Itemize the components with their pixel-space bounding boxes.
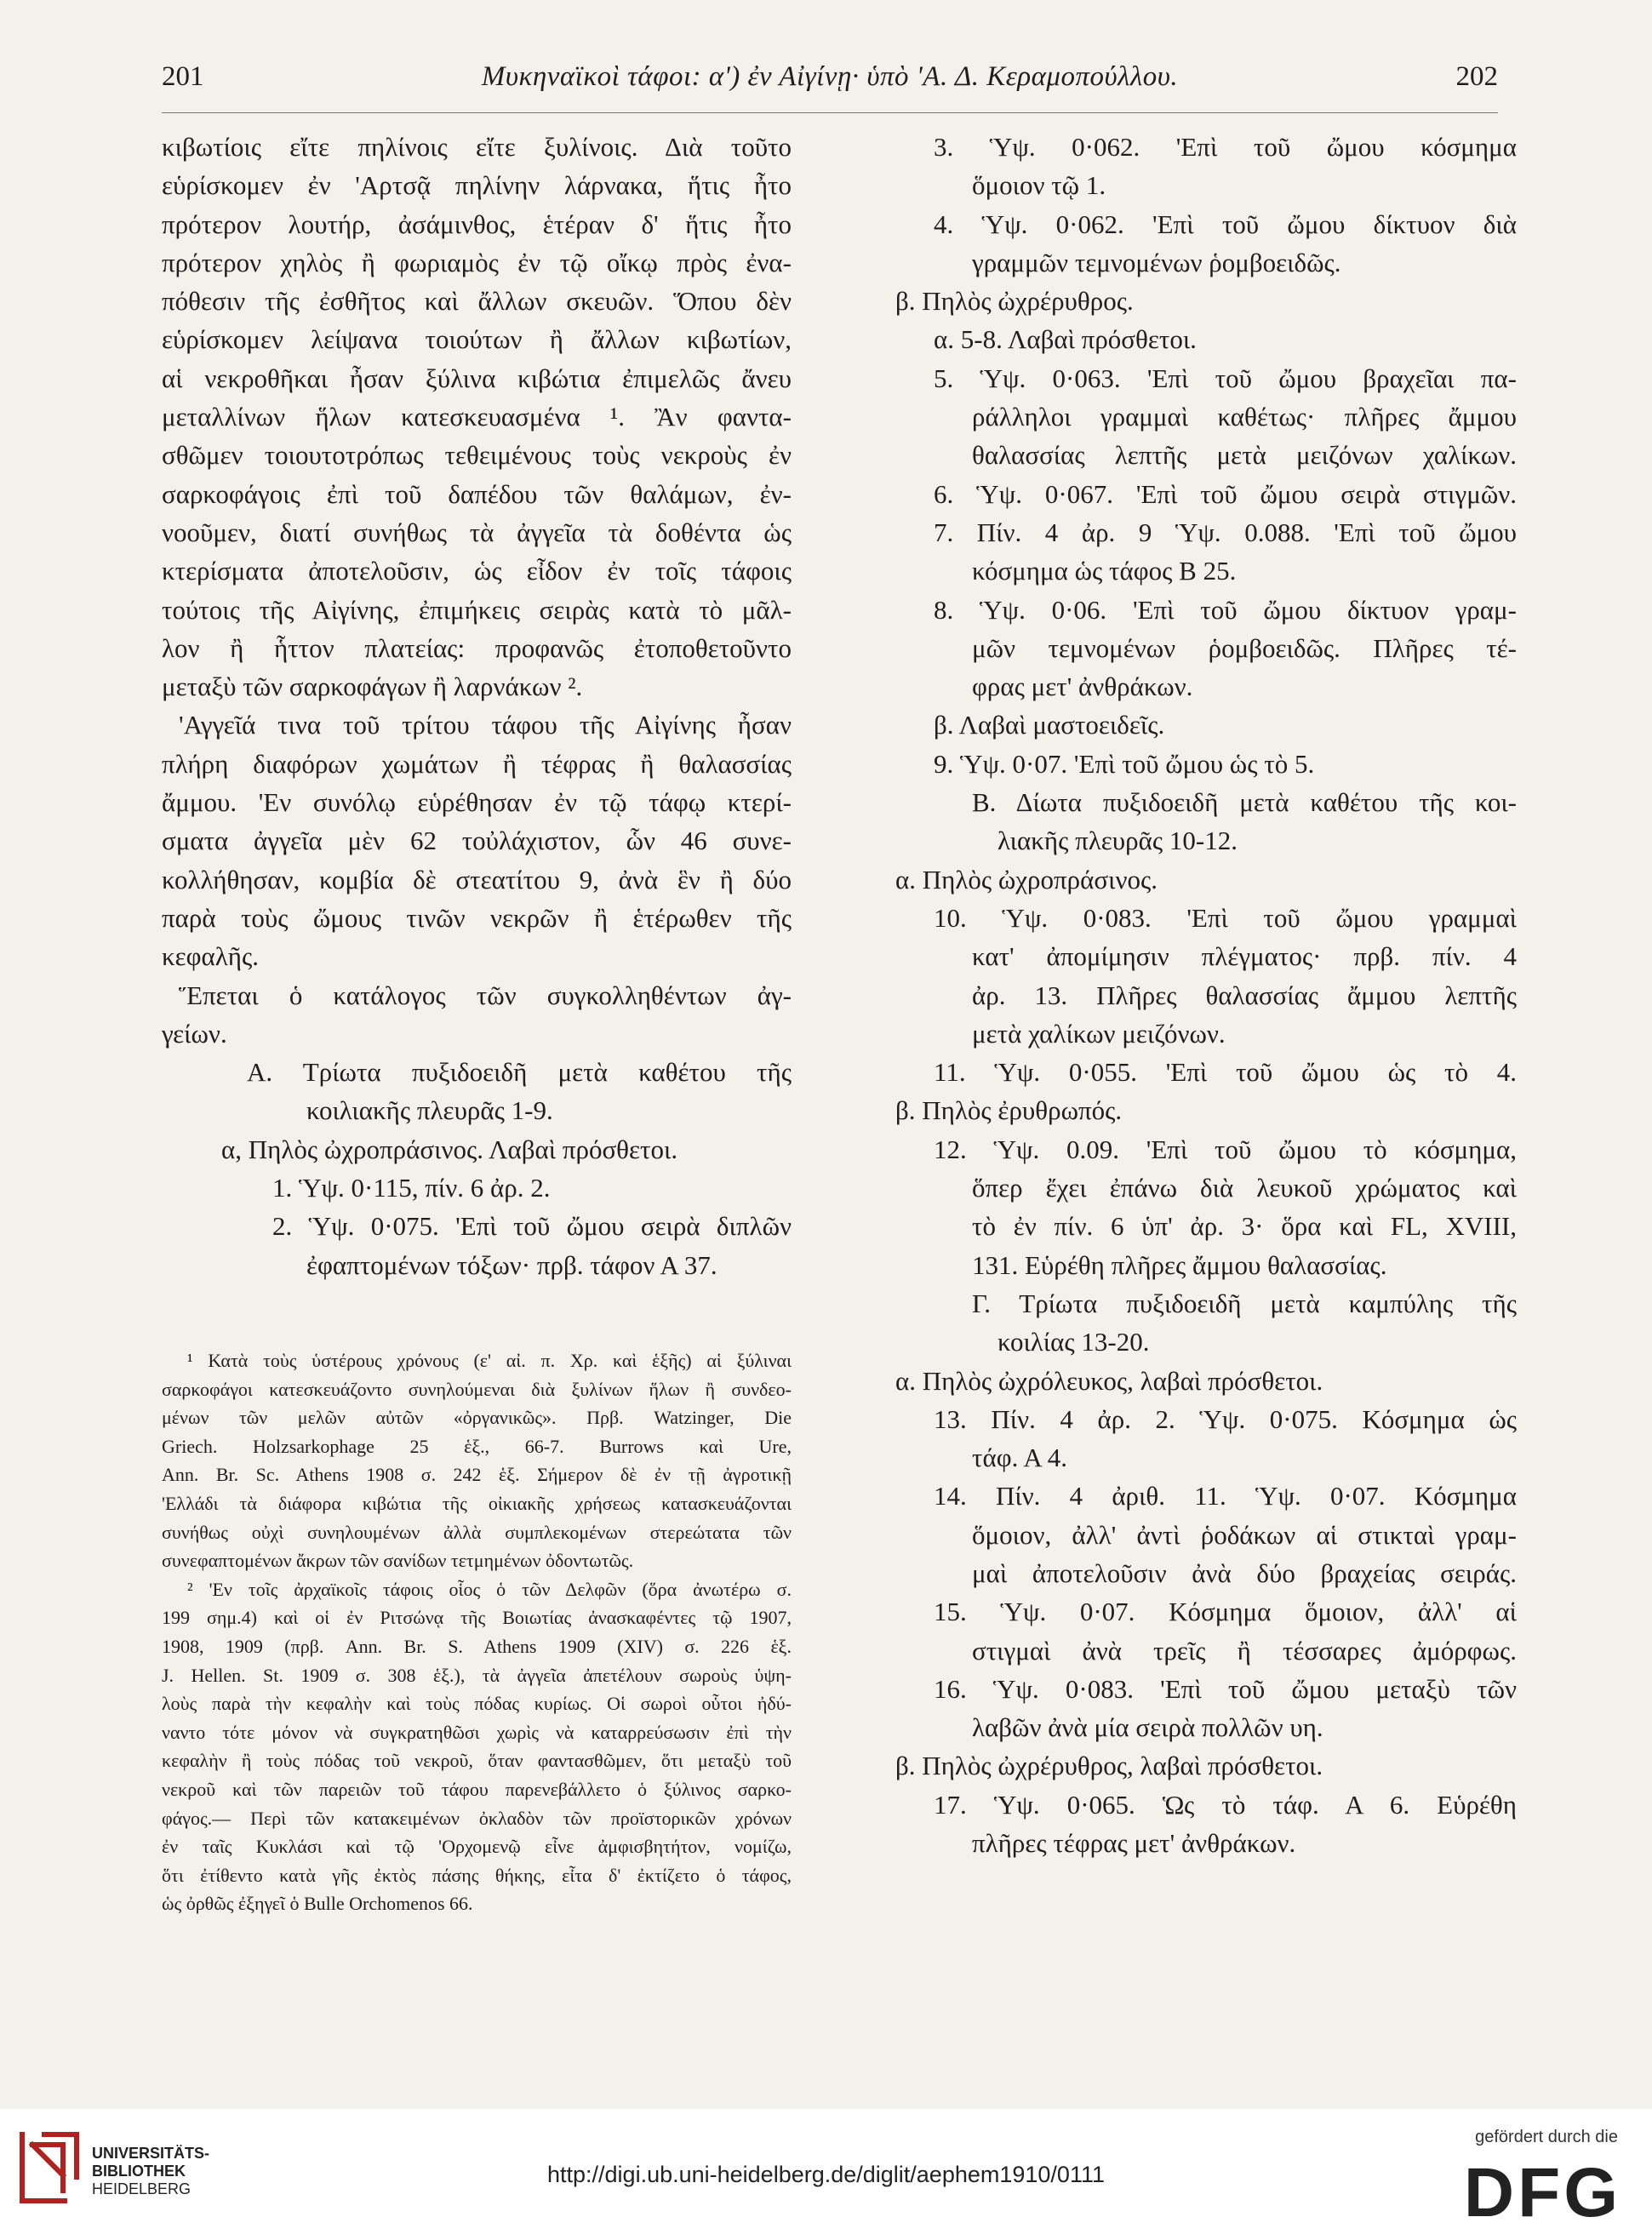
funding-label: gefördert durch die [1475, 2128, 1618, 2146]
left-line: κιβωτίοις εἴτε πηλίνοις εἴτε ξυλίνοις. Διὰ τοῦτο [162, 132, 792, 162]
right-line: α. Πηλὸς ὠχρόλευκος, λαβαὶ πρόσθετοι. [895, 1365, 1323, 1396]
right-line: ὅπερ ἔχει ἐπάνω διὰ λευκοῦ χρώματος καὶ [972, 1173, 1517, 1203]
right-line: κόσμημα ὡς τάφος Β 25. [972, 556, 1237, 586]
right-line: ἀρ. 13. Πλῆρες θαλασσίας ἄμμου λεπτῆς [972, 980, 1517, 1010]
right-line: 10. Ὑψ. 0·083. 'Επὶ τοῦ ὤμου γραμμαὶ [934, 902, 1517, 933]
right-line: 13. Πίν. 4 ἀρ. 2. Ὑψ. 0·075. Κόσμημα ὡς [934, 1403, 1517, 1434]
right-line: ράλληλοι γραμμαὶ καθέτως· πλῆρες ἄμμου [972, 402, 1517, 432]
right-line: μαὶ ἀποτελοῦσιν ἀνὰ δύο βραχείας σειράς. [972, 1557, 1517, 1588]
right-line: 6. Ὑψ. 0·067. 'Επὶ τοῦ ὤμου σειρὰ στιγμῶν. [934, 478, 1517, 509]
right-line: φρας μετ' ἀνθράκων. [972, 671, 1193, 702]
footnote-line: ὅτι ἐτίθεντο κατὰ γῆς ἐκτὸς πάσης θήκης, εἶτα δ' ἐκτίζετο ὁ τάφος, [162, 1864, 792, 1886]
footnote-line: 'Ελλάδι τὰ διάφορα κιβώτια τῆς οἰκιακῆς χρήσεως κατασκευάζονται [162, 1492, 792, 1514]
left-line: μεταλλίνων ἥλων κατεσκευασμένα ¹. Ἂν φαντα- [162, 402, 792, 432]
left-line: εὑρίσκομεν ἐν 'Αρτσᾷ πηλίνην λάρνακα, ἥτις ἦτο [162, 170, 792, 201]
right-line: Γ. Τρίωτα πυξιδοειδῆ μετὰ καμπύλης τῆς [972, 1288, 1517, 1318]
right-line: β. Πηλὸς ὠχρέρυθρος. [895, 286, 1134, 317]
right-line: ὅμοιον τῷ 1. [972, 170, 1106, 201]
right-line: κατ' ἀπομίμησιν πλέγματος· πρβ. πίν. 4 [972, 941, 1517, 972]
right-line: 11. Ὑψ. 0·055. 'Επὶ τοῦ ὤμου ὡς τὸ 4. [934, 1057, 1517, 1088]
right-line: 7. Πίν. 4 ἀρ. 9 Ὑψ. 0.088. 'Επὶ τοῦ ὤμου [934, 517, 1517, 547]
right-line: 12. Ὑψ. 0.09. 'Επὶ τοῦ ὤμου τὸ κόσμημα, [934, 1134, 1517, 1164]
right-line: 3. Ὑψ. 0·062. 'Επὶ τοῦ ὤμου κόσμημα [934, 132, 1517, 162]
footnote-line: ² 'Εν τοῖς ἀρχαϊκοῖς τάφοις οἷος ὁ τῶν Δελφῶν (ὅρα ἀνωτέρω σ. [187, 1578, 792, 1600]
left-line: γείων. [162, 1018, 227, 1049]
footnote-line: συνεφαπτομένων ἄκρων τῶν σανίδων τετμημένων ὀδοντωτῶς. [162, 1550, 634, 1572]
right-line: πλῆρες τέφρας μετ' ἀνθράκων. [972, 1828, 1296, 1859]
footnote-line: ὡς ὀρθῶς ἐξηγεῖ ὁ Bulle Orchomenos 66. [162, 1893, 473, 1915]
footnote-line: 1908, 1909 (πρβ. Ann. Br. S. Athens 1909 (XIV) σ. 226 ἑξ. [162, 1635, 792, 1657]
permalink-url[interactable]: http://digi.ub.uni-heidelberg.de/diglit/aephem1910/0111 [547, 2162, 1105, 2187]
page-header [162, 61, 1498, 104]
left-line: ἐφαπτομένων τόξων· πρβ. τάφον Α 37. [306, 1249, 717, 1280]
page-number-right: 202 [1455, 61, 1498, 92]
left-line: Ἕπεται ὁ κατάλογος τῶν συγκολληθέντων ἀγ- [179, 980, 792, 1010]
right-line: γραμμῶν τεμνομένων ῥομβοειδῶς. [972, 247, 1341, 277]
right-column [895, 128, 1517, 1862]
left-line: πόθεσιν τῆς ἐσθῆτος καὶ ἄλλων σκευῶν. Ὅπου δὲν [162, 286, 792, 317]
right-line: στιγμαὶ ἀνὰ τρεῖς ἢ τέσσαρες ἀμόρφως. [972, 1635, 1517, 1666]
right-line: ὅμοιον, ἀλλ' ἀντὶ ῥοδάκων αἱ στικταὶ γραμ- [972, 1519, 1517, 1550]
footnote-line: λοὺς παρὰ τὴν κεφαλὴν καὶ τοὺς πόδας κυρίως. Οἱ σωροὶ οὗτοι ἠδύ- [162, 1693, 792, 1715]
right-line: α. 5-8. Λαβαὶ πρόσθετοι. [934, 324, 1197, 355]
right-line: β. Πηλὸς ἐρυθρωπός. [895, 1095, 1123, 1126]
right-line: 17. Ὑψ. 0·065. Ὡς τὸ τάφ. Α 6. Εὑρέθη [934, 1789, 1517, 1820]
left-line: σθῶμεν τοιουτοτρόπως τεθειμένους τοὺς νεκροὺς ἐν [162, 440, 792, 471]
footnote-line: νεκροῦ καὶ τῶν παρειῶν τοῦ τάφου παρενεβάλλετο ὁ ξύλινος σαρκο- [162, 1778, 792, 1800]
footnote-line: σαρκοφάγοι κατεσκευάζοντο συνηλούμεναι διὰ ξυλίνων ἥλων ἢ συνδεο- [162, 1378, 792, 1400]
digitization-footer [0, 2109, 1652, 2240]
left-line: νοοῦμεν, διατί συνήθως τὰ ἀγγεῖα τὰ δοθέντα ὡς [162, 517, 792, 547]
right-line: Β. Δίωτα πυξιδοειδῆ μετὰ καθέτου τῆς κοι- [972, 787, 1517, 818]
left-line: σματα ἀγγεῖα μὲν 62 τοὐλάχιστον, ὧν 46 συνε- [162, 826, 792, 856]
footnote-line: συνήθως οὐχὶ συνηλουμένων ἀλλὰ συμπλεκομένων στερεώτατα τῶν [162, 1521, 792, 1543]
left-line: κολλήθησαν, κομβία δὲ στεατίτου 9, ἀνὰ ἓν ἢ δύο [162, 864, 792, 894]
left-line: τούτοις τῆς Αἰγίνης, ἐπιμήκεις σειρὰς κατὰ τὸ μᾶλ- [162, 594, 792, 625]
left-line: σαρκοφάγοις ἐπὶ τοῦ δαπέδου τῶν θαλάμων, ἐν- [162, 478, 792, 509]
right-line: λιακῆς πλευρᾶς 10-12. [997, 826, 1238, 856]
dfg-logo[interactable]: DFG [1463, 2154, 1621, 2231]
footnote-line: ἐν ταῖς Κυκλάσι καὶ τῷ 'Ορχομενῷ εἶνε ἀμφισβητήτον, νομίζω, [162, 1836, 792, 1858]
left-column [162, 128, 792, 1284]
running-title: Μυκηναϊκοὶ τάφοι: α') ἐν Αἰγίνῃ· ὑπὸ 'Α. Δ. Κεραμοπούλλου. [481, 61, 1179, 92]
right-line: 9. Ὑψ. 0·07. 'Επὶ τοῦ ὤμου ὡς τὸ 5. [934, 748, 1315, 779]
left-line: Α. Τρίωτα πυξιδοειδῆ μετὰ καθέτου τῆς [247, 1057, 792, 1088]
library-line: UNIVERSITÄTS- [92, 2145, 210, 2162]
footnote-line: μένων τῶν μελῶν αὐτῶν «ὀργανικῶς». Πρβ. Watzinger, Die [162, 1407, 792, 1429]
left-line: πρότερον χηλὸς ἢ φωριαμὸς ἐν τῷ οἴκῳ πρὸς ἐνα- [162, 247, 792, 277]
left-line: 'Αγγεῖά τινα τοῦ τρίτου τάφου τῆς Αἰγίνης ἦσαν [179, 710, 792, 740]
footnote-line: ¹ Κατὰ τοὺς ὑστέρους χρόνους (ε' αἰ. π. Χρ. καὶ ἑξῆς) αἱ ξύλιναι [187, 1350, 792, 1371]
left-line: λον ἢ ἧττον πλατείας: προφανῶς ἐτοποθετοῦντο [162, 632, 792, 663]
right-line: τὸ ἐν πίν. 6 ὑπ' ἀρ. 3· ὅρα καὶ FL, XVIII, [972, 1211, 1517, 1242]
header-rule [162, 112, 1498, 113]
left-line: κοιλιακῆς πλευρᾶς 1-9. [306, 1095, 553, 1126]
left-line: πρότερον λουτήρ, ἀσάμινθος, ἑτέραν δ' ἥτις ἦτο [162, 209, 792, 239]
footnote-line: Griech. Holzsarkophage 25 ἑξ., 66-7. Burrows καὶ Ure, [162, 1435, 792, 1457]
right-line: θαλασσίας λεπτῆς μετὰ μειζόνων χαλίκων. [972, 440, 1517, 471]
footnote-line: 199 σημ.4) καὶ οἱ ἐν Ριτσώνᾳ τῆς Βοιωτίας ἀνασκαφέντες τῷ 1907, [162, 1607, 792, 1629]
left-line: εὑρίσκομεν λείψανα τοιούτων ἢ ἄλλων κιβωτίων, [162, 324, 792, 355]
left-line: ἄμμου. 'Εν συνόλῳ εὑρέθησαν ἐν τῷ τάφῳ κτερί- [162, 787, 792, 818]
page-number-left: 201 [162, 61, 204, 92]
right-line: α. Πηλὸς ὠχροπράσινος. [895, 864, 1158, 894]
footnote-line: φάγος.— Περὶ τῶν κατακειμένων ὀκλαδὸν τῶν προϊστορικῶν χρόνων [162, 1807, 792, 1829]
footnotes [162, 1346, 792, 1918]
footnote-line: ναντο τότε μόνον νὰ συγκρατηθῶσι χωρὶς νὰ καταρρεύσωσιν ἐπὶ τὴν [162, 1721, 792, 1743]
right-line: λαβῶν ἀνὰ μία σειρὰ πολλῶν υη. [972, 1712, 1323, 1743]
right-line: 14. Πίν. 4 ἀριθ. 11. Ὑψ. 0·07. Κόσμημα [934, 1481, 1517, 1511]
footnote-line: J. Hellen. St. 1909 σ. 308 ἑξ.), τὰ ἀγγεῖα ἀπετέλουν σωροὺς ὑψη- [162, 1664, 792, 1686]
left-line: μεταξὺ τῶν σαρκοφάγων ἢ λαρνάκων ². [162, 671, 583, 702]
footnote-line: κεφαλὴν ἢ τοὺς πόδας τοῦ νεκροῦ, ὅταν φαντασθῶμεν, ὅτι μεταξὺ τοῦ [162, 1750, 792, 1772]
right-line: μετὰ χαλίκων μειζόνων. [972, 1018, 1226, 1049]
right-line: 5. Ὑψ. 0·063. 'Επὶ τοῦ ὤμου βραχεῖαι πα- [934, 363, 1517, 393]
left-line: πλήρη διαφόρων χωμάτων ἢ τέφρας ἢ θαλασσίας [162, 748, 792, 779]
left-line: αἱ νεκροθῆκαι ἦσαν ξύλινα κιβώτια ἐπιμελῶς ἄνευ [162, 363, 792, 393]
right-line: 131. Εὑρέθη πλῆρες ἄμμου θαλασσίας. [972, 1249, 1387, 1280]
right-line: 16. Ὑψ. 0·083. 'Επὶ τοῦ ὤμου μεταξὺ τῶν [934, 1673, 1517, 1704]
left-line: 1. Ὑψ. 0·115, πίν. 6 ἀρ. 2. [272, 1173, 551, 1203]
right-line: κοιλίας 13-20. [997, 1327, 1150, 1357]
left-line: κεφαλῆς. [162, 941, 260, 972]
right-line: τάφ. Α 4. [972, 1443, 1068, 1473]
right-line: 4. Ὑψ. 0·062. 'Επὶ τοῦ ὤμου δίκτυον διὰ [934, 209, 1517, 239]
right-line: 15. Ὑψ. 0·07. Κόσμημα ὅμοιον, ἀλλ' αἱ [934, 1597, 1517, 1627]
library-line: BIBLIOTHEK [92, 2163, 186, 2180]
right-line: β. Πηλὸς ὠχρέρυθρος, λαβαὶ πρόσθετοι. [895, 1751, 1323, 1781]
right-line: β. Λαβαὶ μαστοειδεῖς. [934, 710, 1165, 740]
footnote-line: Ann. Br. Sc. Athens 1908 σ. 242 ἑξ. Σήμερον δὲ ἐν τῇ ἀγροτικῇ [162, 1464, 792, 1486]
left-line: παρὰ τοὺς ὤμους τινῶν νεκρῶν ἢ ἑτέρωθεν τῆς [162, 902, 792, 933]
library-line: HEIDELBERG [92, 2180, 191, 2197]
right-line: μῶν τεμνομένων ῥομβοειδῶς. Πλῆρες τέ- [972, 632, 1517, 663]
left-line: 2. Ὑψ. 0·075. 'Επὶ τοῦ ὤμου σειρὰ διπλῶν [272, 1211, 792, 1242]
right-line: 8. Ὑψ. 0·06. 'Επὶ τοῦ ὤμου δίκτυον γραμ- [934, 594, 1517, 625]
left-line: κτερίσματα ἀποτελοῦσιν, ὡς εἶδον ἐν τοῖς τάφοις [162, 556, 792, 586]
left-line: α, Πηλὸς ὠχροπράσινος. Λαβαὶ πρόσθετοι. [221, 1134, 678, 1164]
